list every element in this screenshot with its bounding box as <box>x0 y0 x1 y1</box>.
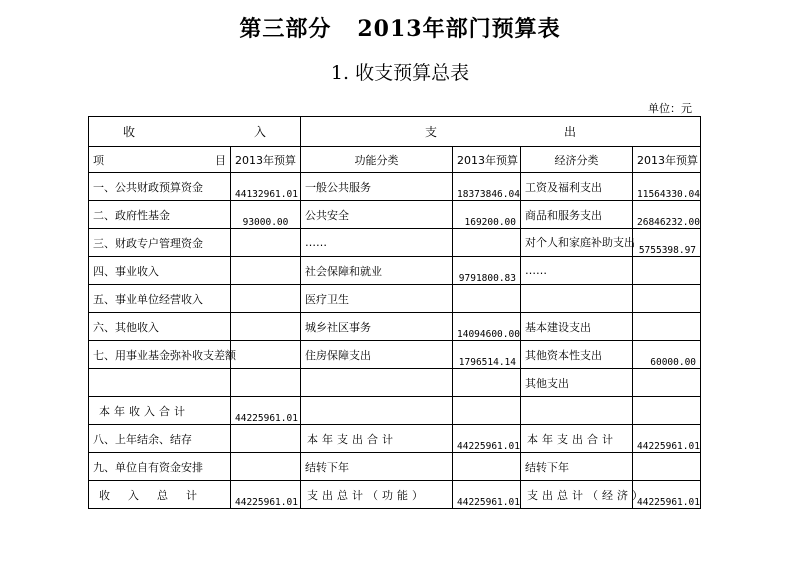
income-item-cell: 四、事业收入 <box>89 257 231 285</box>
functional-value-cell: 1796514.14 <box>453 341 521 369</box>
expense-section-header <box>301 117 701 147</box>
page-title: 第三部分 2013年部门预算表 <box>239 16 561 42</box>
expense-header-char-1: 支 <box>425 125 438 139</box>
functional-value-cell <box>453 397 521 425</box>
functional-value-cell: 169200.00 <box>453 201 521 229</box>
functional-value-cell <box>453 285 521 313</box>
income-value-cell <box>231 257 301 285</box>
economic-column-header: 经济分类 <box>521 147 633 173</box>
economic-value-cell: 60000.00 <box>633 341 701 369</box>
table-row <box>89 425 701 453</box>
economic-value-cell <box>633 397 701 425</box>
functional-item-cell: 城乡社区事务 <box>301 313 453 341</box>
functional-item-cell: 社会保障和就业 <box>301 257 453 285</box>
income-item-cell: 六、其他收入 <box>89 313 231 341</box>
economic-value-cell: 44225961.01 <box>633 481 701 509</box>
income-header-char-1: 收 <box>123 125 136 139</box>
unit-label: 单位：元 <box>648 102 692 115</box>
functional-value-cell: 44225961.01 <box>453 481 521 509</box>
income-item-cell: 九、单位自有资金安排 <box>89 453 231 481</box>
income-value-cell <box>231 341 301 369</box>
functional-value-cell <box>453 369 521 397</box>
table-row <box>89 229 701 257</box>
table-row <box>89 481 701 509</box>
economic-item-cell <box>521 397 633 425</box>
economic-value-cell <box>633 453 701 481</box>
income-item-cell: 一、公共财政预算资金 <box>89 173 231 201</box>
functional-value-cell: 14094600.00 <box>453 313 521 341</box>
economic-value-cell <box>633 369 701 397</box>
table-row <box>89 453 701 481</box>
economic-value-cell: 11564330.04 <box>633 173 701 201</box>
table-row <box>89 313 701 341</box>
income-value-cell <box>231 425 301 453</box>
functional-item-cell: …… <box>301 229 453 257</box>
budget-rows <box>89 173 701 509</box>
economic-value-cell: 5755398.97 <box>633 229 701 257</box>
income-item-cell: 三、财政专户管理资金 <box>89 229 231 257</box>
economic-value-cell: 26846232.00 <box>633 201 701 229</box>
item-header-right: 目 <box>215 153 226 167</box>
functional-item-cell: 住房保障支出 <box>301 341 453 369</box>
income-item-cell <box>89 369 231 397</box>
economic-budget-column-header: 2013年预算 <box>633 147 701 173</box>
income-value-cell <box>231 453 301 481</box>
economic-item-cell: 其他支出 <box>521 369 633 397</box>
functional-item-cell: 本年支出合计 <box>301 425 453 453</box>
income-value-cell <box>231 313 301 341</box>
income-item-cell: 五、事业单位经营收入 <box>89 285 231 313</box>
income-value-cell <box>231 369 301 397</box>
income-value-cell: 93000.00 <box>231 201 301 229</box>
functional-column-header: 功能分类 <box>301 147 453 173</box>
functional-item-cell: 医疗卫生 <box>301 285 453 313</box>
section-header-row <box>89 117 701 147</box>
table-row <box>89 397 701 425</box>
functional-value-cell: 44225961.01 <box>453 425 521 453</box>
budget-summary-table <box>88 116 701 509</box>
column-header-row <box>89 147 701 173</box>
functional-item-cell <box>301 369 453 397</box>
income-item-cell: 八、上年结余、结存 <box>89 425 231 453</box>
income-value-cell: 44132961.01 <box>231 173 301 201</box>
functional-item-cell <box>301 397 453 425</box>
table-row <box>89 201 701 229</box>
functional-value-cell: 9791800.83 <box>453 257 521 285</box>
expense-header-char-2: 出 <box>564 125 577 139</box>
economic-item-cell: 对个人和家庭补助支出 <box>521 229 633 257</box>
economic-item-cell: 基本建设支出 <box>521 313 633 341</box>
item-column-header <box>89 147 231 173</box>
income-item-cell: 二、政府性基金 <box>89 201 231 229</box>
economic-value-cell <box>633 285 701 313</box>
economic-item-cell: 商品和服务支出 <box>521 201 633 229</box>
economic-value-cell <box>633 313 701 341</box>
income-value-cell: 44225961.01 <box>231 397 301 425</box>
functional-value-cell: 18373846.04 <box>453 173 521 201</box>
table-row <box>89 341 701 369</box>
economic-item-cell: 支出总计（经济） <box>521 481 633 509</box>
economic-item-cell: 结转下年 <box>521 453 633 481</box>
income-value-cell <box>231 229 301 257</box>
economic-item-cell: 工资及福利支出 <box>521 173 633 201</box>
income-item-cell: 收入总计 <box>89 481 231 509</box>
functional-item-cell: 公共安全 <box>301 201 453 229</box>
item-header-left: 项 <box>93 153 104 167</box>
table-row <box>89 369 701 397</box>
functional-budget-column-header: 2013年预算 <box>453 147 521 173</box>
economic-item-cell: 本年支出合计 <box>521 425 633 453</box>
economic-value-cell: 44225961.01 <box>633 425 701 453</box>
income-value-cell: 44225961.01 <box>231 481 301 509</box>
income-item-cell: 七、用事业基金弥补收支差额 <box>89 341 231 369</box>
table-row <box>89 173 701 201</box>
table-row <box>89 285 701 313</box>
economic-item-cell: …… <box>521 257 633 285</box>
functional-item-cell: 结转下年 <box>301 453 453 481</box>
income-item-cell: 本年收入合计 <box>89 397 231 425</box>
income-value-cell <box>231 285 301 313</box>
functional-value-cell <box>453 229 521 257</box>
table-subtitle: 1. 收支预算总表 <box>330 62 470 84</box>
functional-value-cell <box>453 453 521 481</box>
functional-item-cell: 支出总计（功能） <box>301 481 453 509</box>
income-budget-column-header: 2013年预算 <box>231 147 301 173</box>
economic-item-cell <box>521 285 633 313</box>
economic-item-cell: 其他资本性支出 <box>521 341 633 369</box>
functional-item-cell: 一般公共服务 <box>301 173 453 201</box>
table-row <box>89 257 701 285</box>
income-section-header <box>89 117 301 147</box>
income-header-char-2: 入 <box>253 125 266 139</box>
economic-value-cell <box>633 257 701 285</box>
